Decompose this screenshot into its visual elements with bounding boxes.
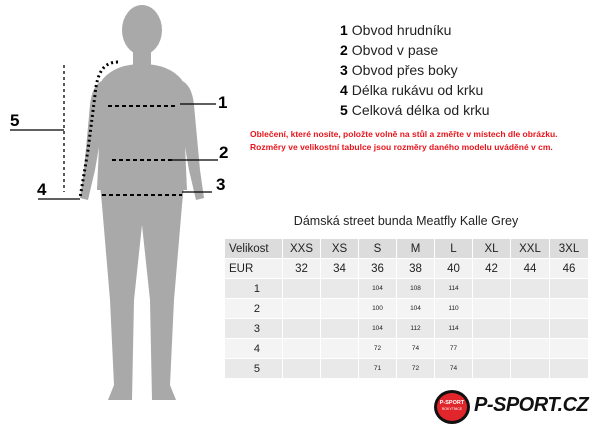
table-cell: 110 — [435, 299, 473, 319]
header-cell: XS — [321, 239, 359, 259]
row-label: 2 — [225, 299, 283, 319]
row-label: 3 — [225, 319, 283, 339]
table-cell — [283, 339, 321, 359]
header-cell: L — [435, 239, 473, 259]
eur-cell: 40 — [435, 259, 473, 279]
table-cell — [550, 279, 589, 299]
legend-item-chest: 1 Obvod hrudníku — [340, 22, 452, 38]
header-cell: Velikost — [225, 239, 283, 259]
marker-1: 1 — [218, 93, 228, 112]
table-cell: 112 — [397, 319, 435, 339]
table-cell: 74 — [397, 339, 435, 359]
measurement-legend — [340, 20, 490, 120]
table-cell — [511, 339, 550, 359]
table-cell — [550, 319, 589, 339]
header-cell: S — [359, 239, 397, 259]
table-cell: 108 — [397, 279, 435, 299]
header-cell: XL — [473, 239, 511, 259]
table-cell — [283, 299, 321, 319]
legend-item-sleeve: 4 Délka rukávu od krku — [340, 82, 484, 98]
table-cell — [321, 299, 359, 319]
table-row — [225, 279, 589, 299]
table-cell: 114 — [435, 279, 473, 299]
logo-badge-top-text: P-SPORT — [439, 400, 465, 406]
eur-cell: EUR — [225, 259, 283, 279]
legend-item-length: 5 Celková délka od krku — [340, 102, 490, 118]
table-cell: 71 — [359, 359, 397, 379]
table-cell — [550, 299, 589, 319]
logo-badge — [434, 390, 470, 424]
eur-cell: 42 — [473, 259, 511, 279]
table-cell: 72 — [359, 339, 397, 359]
header-cell: XXS — [283, 239, 321, 259]
table-cell — [283, 319, 321, 339]
eur-size-row — [225, 259, 589, 279]
table-cell: 74 — [435, 359, 473, 379]
eur-cell: 34 — [321, 259, 359, 279]
table-cell — [473, 359, 511, 379]
legend-item-hips: 3 Obvod přes boky — [340, 62, 458, 78]
table-cell — [321, 279, 359, 299]
size-table — [224, 238, 589, 379]
table-cell — [473, 279, 511, 299]
header-cell: XXL — [511, 239, 550, 259]
measurement-instructions — [250, 128, 595, 154]
eur-cell: 32 — [283, 259, 321, 279]
table-row — [225, 339, 589, 359]
table-cell: 72 — [397, 359, 435, 379]
instruction-line-2: Rozměry ve velikostní tabulce jsou rozměry daného modelu uváděné v cm. — [250, 142, 553, 152]
eur-cell: 36 — [359, 259, 397, 279]
header-cell: M — [397, 239, 435, 259]
table-cell — [511, 299, 550, 319]
body-measurement-figure — [0, 0, 240, 424]
table-cell: 100 — [359, 299, 397, 319]
table-cell — [473, 339, 511, 359]
eur-cell: 38 — [397, 259, 435, 279]
header-cell: 3XL — [550, 239, 589, 259]
table-cell: 114 — [435, 319, 473, 339]
table-row — [225, 319, 589, 339]
table-cell — [321, 359, 359, 379]
table-cell — [511, 279, 550, 299]
marker-5: 5 — [10, 111, 20, 130]
instruction-line-1: Oblečení, které nosíte, položte volně na stůl a změřte v místech dle obrázku. — [250, 129, 558, 139]
table-cell: 104 — [397, 299, 435, 319]
p-sport-logo[interactable] — [434, 390, 600, 424]
table-row — [225, 299, 589, 319]
eur-cell: 46 — [550, 259, 589, 279]
table-cell — [550, 339, 589, 359]
table-cell — [511, 359, 550, 379]
table-cell: 104 — [359, 279, 397, 299]
row-label: 5 — [225, 359, 283, 379]
table-cell — [321, 339, 359, 359]
logo-badge-bottom-text: ROKYTNICE — [441, 407, 463, 411]
marker-2: 2 — [219, 143, 229, 162]
table-row — [225, 359, 589, 379]
table-cell — [283, 359, 321, 379]
table-cell — [321, 319, 359, 339]
marker-3: 3 — [216, 175, 226, 194]
table-cell — [511, 319, 550, 339]
size-header-row — [225, 239, 589, 259]
table-cell: 77 — [435, 339, 473, 359]
row-label: 1 — [225, 279, 283, 299]
table-cell — [473, 319, 511, 339]
logo-wordmark: P-SPORT.CZ — [474, 394, 589, 416]
product-title: Dámská street bunda Meatfly Kalle Grey — [293, 214, 519, 228]
table-cell — [473, 299, 511, 319]
eur-cell: 44 — [511, 259, 550, 279]
table-cell — [283, 279, 321, 299]
table-cell: 104 — [359, 319, 397, 339]
table-cell — [550, 359, 589, 379]
body-silhouette — [80, 5, 204, 400]
legend-item-waist: 2 Obvod v pase — [340, 42, 439, 58]
marker-4: 4 — [37, 180, 47, 199]
row-label: 4 — [225, 339, 283, 359]
